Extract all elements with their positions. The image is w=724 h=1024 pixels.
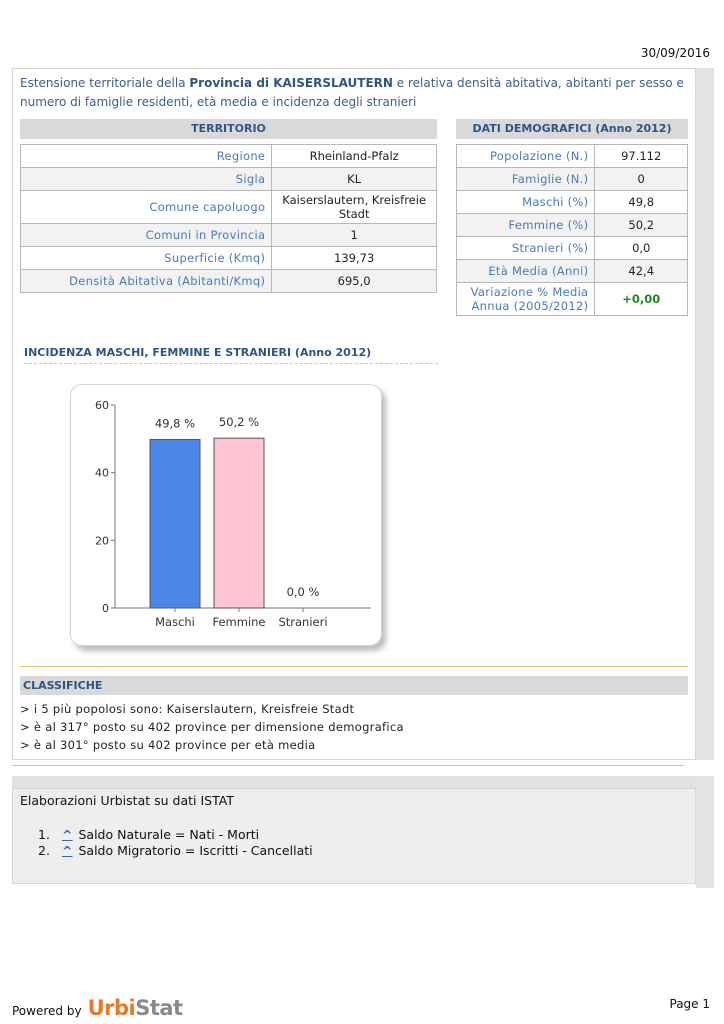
x-tick-label: Maschi [155, 615, 195, 629]
row-label: Femmine (%) [457, 214, 595, 237]
row-value: 695,0 [272, 270, 437, 293]
y-tick-label: 20 [95, 534, 109, 548]
table-row [21, 270, 437, 293]
row-label: Regione [21, 145, 272, 168]
table-row [21, 168, 437, 191]
row-label: Densità Abitativa (Abitanti/Kmq) [21, 270, 272, 293]
row-value: +0,00 [595, 283, 688, 316]
powered-by-label: Powered by [12, 1004, 82, 1018]
table-row [21, 145, 437, 168]
footer-notes [38, 827, 313, 859]
separator-line [20, 666, 688, 667]
row-value: 50,2 [595, 214, 688, 237]
row-value: Kaiserslautern, Kreisfreie Stadt [272, 191, 437, 224]
chart-panel [70, 384, 382, 646]
footer-shade [12, 776, 696, 788]
table-row [21, 191, 437, 224]
row-value: 1 [272, 224, 437, 247]
row-value: 0,0 [595, 237, 688, 260]
intro-province: Provincia di KAISERSLAUTERN [189, 76, 393, 90]
intro-post: e relativa densità abitativa, abitanti per sesso e numero di famiglie residenti, età media e incidenza degli stranieri [20, 76, 684, 109]
table-row [457, 260, 688, 283]
classifiche-item: > è al 317° posto su 402 province per dimensione demografica [20, 720, 404, 734]
x-tick-label: Femmine [212, 615, 266, 629]
footer-note [38, 827, 313, 843]
footer-title: Elaborazioni Urbistat su dati ISTAT [20, 793, 234, 808]
report-date: 30/09/2016 [640, 46, 710, 60]
row-label: Sigla [21, 168, 272, 191]
classifiche-item: > i 5 più popolosi sono: Kaiserslautern, Kreisfreie Stadt [20, 702, 355, 716]
row-label: Popolazione (N.) [457, 145, 595, 168]
bar-femmine [214, 438, 264, 608]
table-row [457, 145, 688, 168]
demografici-header: DATI DEMOGRAFICI (Anno 2012) [456, 119, 688, 139]
row-value: 97.112 [595, 145, 688, 168]
table-row [21, 247, 437, 270]
note-text: Saldo Naturale = Nati - Morti [78, 827, 260, 842]
row-value: 42,4 [595, 260, 688, 283]
data-label: 0,0 % [286, 585, 320, 599]
row-value: 0 [595, 168, 688, 191]
row-label: Comune capoluogo [21, 191, 272, 224]
data-label: 50,2 % [218, 415, 260, 430]
table-row [457, 237, 688, 260]
row-label: Età Media (Anni) [457, 260, 595, 283]
row-value: Rheinland-Pfalz [272, 145, 437, 168]
row-label: Variazione % Media Annua (2005/2012) [457, 283, 595, 316]
territorio-table [20, 144, 437, 293]
row-label: Maschi (%) [457, 191, 595, 214]
table-row [457, 191, 688, 214]
row-label: Superficie (Kmq) [21, 247, 272, 270]
frame-shadow [696, 68, 714, 760]
y-tick-label: 60 [95, 399, 109, 412]
y-tick-label: 40 [95, 466, 109, 480]
table-row [457, 214, 688, 237]
row-value: KL [272, 168, 437, 191]
row-value: 49,8 [595, 191, 688, 214]
intro-pre: Estensione territoriale della [20, 76, 190, 90]
intro-text [20, 74, 688, 112]
page-number: Page 1 [669, 997, 710, 1011]
row-value: 139,73 [272, 247, 437, 270]
demografici-table [456, 144, 688, 316]
classifiche-list [20, 700, 404, 754]
row-label: Comuni in Provincia [21, 224, 272, 247]
bar-chart [71, 385, 383, 647]
x-tick-label: Stranieri [278, 615, 328, 629]
table-row [457, 168, 688, 191]
footer-note [38, 843, 313, 859]
table-row [21, 224, 437, 247]
data-label: 49,8 % [154, 416, 196, 431]
y-tick-label: 0 [102, 602, 109, 615]
table-row [457, 283, 688, 316]
note-text: Saldo Migratorio = Iscritti - Cancellati [78, 843, 313, 858]
powered-by [12, 996, 183, 1020]
separator-line-bottom [12, 765, 684, 766]
note-caret-link[interactable]: ^ [62, 843, 73, 858]
classifiche-item: > è al 301° posto su 402 province per età media [20, 738, 316, 752]
urbistat-logo: UrbiStat [87, 996, 183, 1020]
territorio-header: TERRITORIO [20, 119, 437, 139]
note-caret-link[interactable]: ^ [62, 827, 73, 842]
footer-shadow [696, 776, 714, 888]
classifiche-header: CLASSIFICHE [20, 676, 688, 695]
chart-title: INCIDENZA MASCHI, FEMMINE E STRANIERI (Anno 2012) [24, 346, 438, 364]
bar-maschi [150, 440, 200, 608]
row-label: Famiglie (N.) [457, 168, 595, 191]
note-number: 1. [38, 827, 50, 842]
note-number: 2. [38, 843, 50, 858]
row-label: Stranieri (%) [457, 237, 595, 260]
